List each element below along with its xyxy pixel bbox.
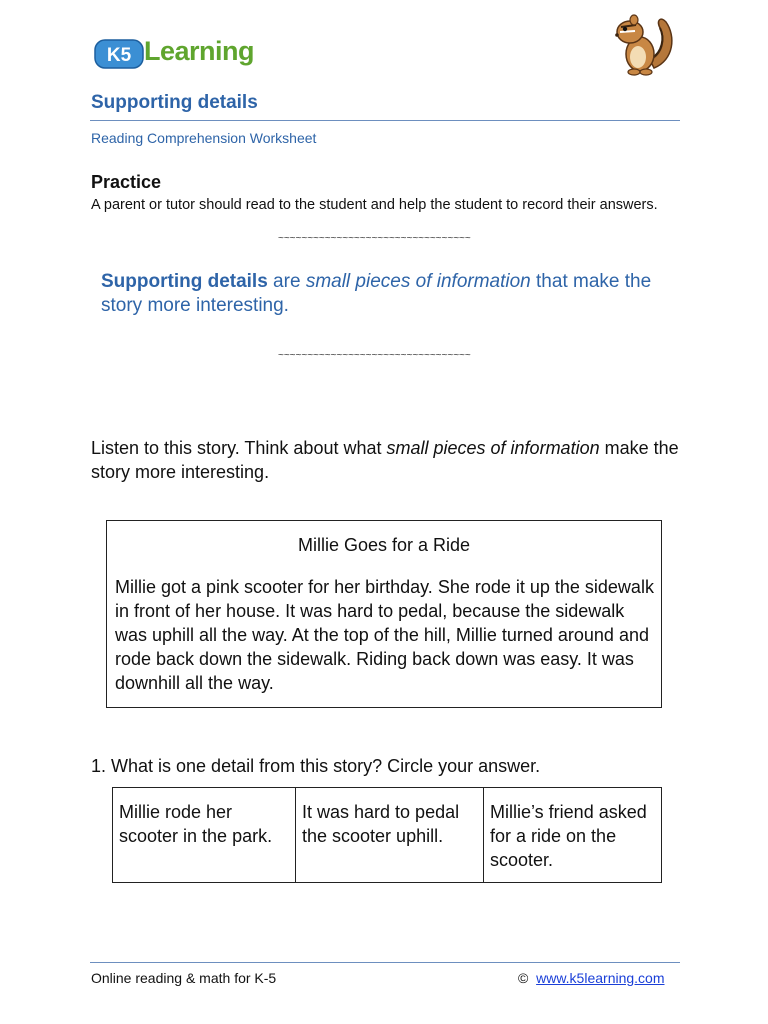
definition-emphasis: small pieces of information <box>305 271 531 292</box>
k5-badge-icon <box>94 38 146 70</box>
answer-options-row <box>113 788 662 883</box>
definition-part1: are <box>267 271 306 292</box>
copyright-symbol: © <box>518 970 529 986</box>
footer-link-area <box>518 970 665 986</box>
question-text: 1. What is one detail from this story? Circle your answer. <box>91 756 541 776</box>
listen-emphasis: small pieces of information <box>386 438 600 458</box>
footer-divider <box>90 962 680 963</box>
story-title: Millie Goes for a Ride <box>297 535 471 555</box>
header-divider <box>90 120 680 121</box>
definition-part2: that make the story more interesting. <box>101 271 652 316</box>
worksheet-subtitle: Reading Comprehension Worksheet <box>91 130 317 146</box>
page-title: Supporting details <box>91 92 258 113</box>
definition-text <box>101 270 681 318</box>
story-box <box>106 520 662 708</box>
listen-part1: Listen to this story. Think about what <box>91 438 387 458</box>
chipmunk-icon <box>606 10 678 80</box>
separator-bottom: ~~~~~~~~~~~~~~~~~~~~~~~~~~~~~~~~~ <box>278 350 471 361</box>
practice-heading: Practice <box>91 172 162 192</box>
answer-option-3[interactable]: Millie’s friend asked for a ride on the scooter. <box>484 788 662 883</box>
listen-instruction <box>91 436 691 484</box>
listen-part2: make the story more interesting. <box>91 438 679 482</box>
logo-badge-text: K5 <box>106 45 132 66</box>
k5-logo <box>94 30 264 74</box>
answer-options-table <box>112 787 662 883</box>
footer-tagline: Online reading & math for K-5 <box>91 970 277 986</box>
website-link[interactable]: www.k5learning.com <box>536 970 665 986</box>
answer-option-2[interactable]: It was hard to pedal the scooter uphill. <box>296 788 484 883</box>
separator-top: ~~~~~~~~~~~~~~~~~~~~~~~~~~~~~~~~~ <box>278 233 471 244</box>
definition-term: Supporting details <box>101 271 268 292</box>
answer-option-1[interactable]: Millie rode her scooter in the park. <box>113 788 296 883</box>
practice-instructions: A parent or tutor should read to the student and help the student to record their answers. <box>91 197 658 213</box>
story-body: Millie got a pink scooter for her birthday. She rode it up the sidewalk in front of her house. It was hard to pedal, because the sidewalk was uphill all the way. At the top of the hill, Millie turned around and rode back down the sidewalk. Riding back down was easy. It was downhill all the way. <box>115 577 654 693</box>
logo-word: Learning <box>144 36 255 66</box>
